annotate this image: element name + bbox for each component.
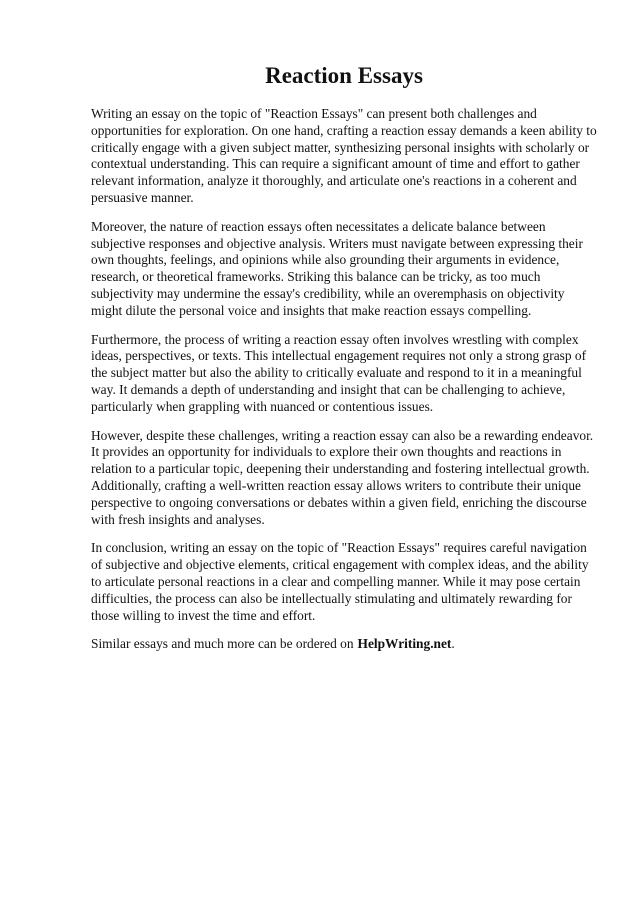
document-page [91,62,597,653]
paragraph-4: However, despite these challenges, writing a reaction essay can also be a rewarding endeavor. It provides an opportunity for individuals to explore their own thoughts and reactions in relation to a particular topic, deepening their understanding and fostering intellectual growth. Additionally, crafting a well-written reaction essay allows writers to contribute their unique perspective to ongoing conversations or debates within a given field, enriching the discourse with fresh insights and analyses. [91,427,594,527]
closing-line [91,636,597,653]
helpwriting-link[interactable]: HelpWriting.net [357,636,452,652]
paragraph-3: Furthermore, the process of writing a reaction essay often involves wrestling with complex ideas, perspectives, or texts. This intellectual engagement requires not only a strong grasp of the subject matter but also the ability to critically evaluate and respond to it in a meaningful way. It demands a depth of understanding and insight that can be challenging to achieve, particularly when grappling with nuanced or contentious issues. [91,331,587,414]
paragraph-1: Writing an essay on the topic of "Reaction Essays" can present both challenges and opportunities for exploration. On one hand, crafting a reaction essay demands a keen ability to critically engage with a given subject matter, synthesizing personal insights with scholarly or contextual understanding. This can require a significant amount of time and effort to gather relevant information, analyze it thoroughly, and articulate one's reactions in a coherent and persuasive manner. [91,106,597,205]
closing-suffix: . [451,636,455,652]
paragraph-5: In conclusion, writing an essay on the topic of "Reaction Essays" requires careful navigation of subjective and objective elements, critical engagement with complex ideas, and the ability to articulate personal reactions in a clear and compelling manner. While it may pose certain difficulties, the process can also be intellectually stimulating and ultimately rewarding for those willing to invest the time and effort. [91,540,589,623]
closing-text: Similar essays and much more can be ordered on [91,636,354,652]
paragraph-2: Moreover, the nature of reaction essays often necessitates a delicate balance between subjective responses and objective analysis. Writers must navigate between expressing their own thoughts, feelings, and opinions while also grounding their arguments in evidence, research, or theoretical frameworks. Striking this balance can be tricky, as too much subjectivity may undermine the essay's credibility, while an overemphasis on objectivity might dilute the personal voice and insights that make reaction essays compelling. [91,218,583,318]
page-title: Reaction Essays [265,63,423,88]
